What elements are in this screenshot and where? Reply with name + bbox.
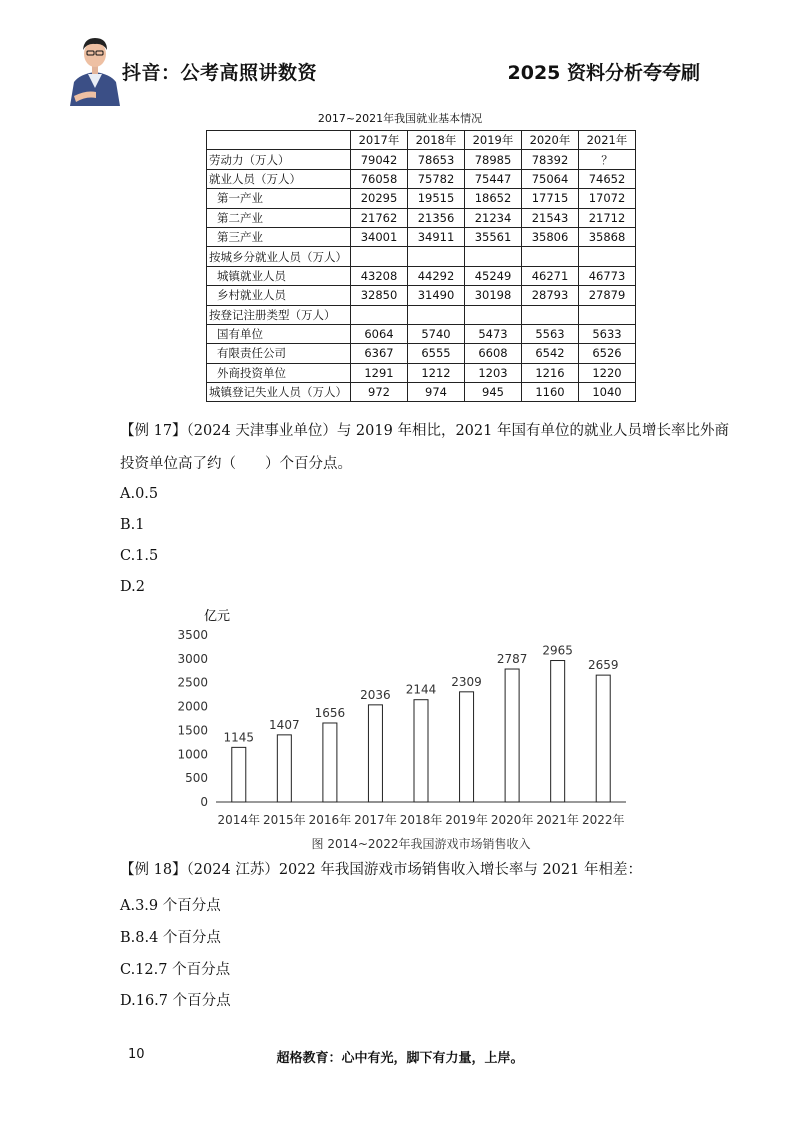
table-cell: 31490 bbox=[408, 286, 465, 305]
table-row bbox=[207, 227, 636, 246]
game-revenue-chart bbox=[170, 600, 650, 860]
chart-y-tick-label: 1000 bbox=[177, 747, 208, 762]
footer-motto: 超格教育：心中有光，脚下有力量，上岸。 bbox=[276, 1051, 524, 1066]
table-cell: 21543 bbox=[522, 208, 579, 227]
chart-bar bbox=[505, 669, 519, 802]
table-cell: 945 bbox=[465, 383, 522, 402]
table-title: 2017~2021年我国就业基本情况 bbox=[317, 112, 483, 125]
chart-y-tick-label: 1500 bbox=[177, 723, 208, 738]
table-row-label: 乡村就业人员 bbox=[207, 286, 351, 305]
table-cell bbox=[408, 305, 465, 324]
chart-bar bbox=[232, 747, 246, 802]
chart-bar bbox=[460, 692, 474, 802]
chart-data-label: 2787 bbox=[496, 652, 528, 667]
table-row bbox=[207, 247, 636, 266]
table-cell: 30198 bbox=[465, 286, 522, 305]
table-cell: 34001 bbox=[351, 227, 408, 246]
table-cell bbox=[579, 305, 636, 324]
q17-stem-line1: 【例 17】（2024 天津事业单位）与 2019 年相比，2021 年国有单位的就业人员增长率比外商 bbox=[120, 423, 729, 439]
header-left-title: 抖音：公考高照讲数资 bbox=[122, 62, 318, 84]
table-cell: 35806 bbox=[522, 227, 579, 246]
table-cell: 44292 bbox=[408, 266, 465, 285]
table-cell: 43208 bbox=[351, 266, 408, 285]
presenter-avatar bbox=[66, 30, 124, 106]
table-header-row bbox=[207, 131, 636, 150]
table-cell: 6542 bbox=[522, 344, 579, 363]
table-cell: 1220 bbox=[579, 363, 636, 382]
table-cell: 78653 bbox=[408, 150, 465, 169]
table-cell: 28793 bbox=[522, 286, 579, 305]
chart-bar bbox=[368, 705, 382, 802]
q17-option-b[interactable]: B.1 bbox=[120, 517, 145, 533]
table-row-label: 按登记注册类型（万人） bbox=[207, 305, 351, 324]
chart-y-tick-label: 2500 bbox=[177, 675, 208, 690]
chart-title: 图 2014~2022年我国游戏市场销售收入 bbox=[311, 837, 531, 851]
chart-bar bbox=[277, 735, 291, 802]
table-row bbox=[207, 324, 636, 343]
chart-data-label: 2144 bbox=[405, 682, 437, 697]
header-right-title: 2025 资料分析夸夸刷 bbox=[507, 62, 700, 84]
chart-x-tick-label: 2022年 bbox=[581, 813, 625, 827]
table-cell: 5473 bbox=[465, 324, 522, 343]
table-row-label: 外商投资单位 bbox=[207, 363, 351, 382]
chart-x-tick-label: 2019年 bbox=[445, 813, 488, 827]
table-cell: 18652 bbox=[465, 189, 522, 208]
table-cell: 75447 bbox=[465, 169, 522, 188]
table-cell: 6526 bbox=[579, 344, 636, 363]
chart-y-tick-label: 500 bbox=[185, 771, 208, 786]
table-row bbox=[207, 383, 636, 402]
table-cell: 46773 bbox=[579, 266, 636, 285]
chart-bar bbox=[596, 675, 610, 802]
table-cell: 19515 bbox=[408, 189, 465, 208]
table-cell: 32850 bbox=[351, 286, 408, 305]
chart-x-tick-label: 2014年 bbox=[217, 813, 261, 827]
table-row bbox=[207, 305, 636, 324]
chart-x-tick-label: 2021年 bbox=[536, 813, 579, 827]
chart-y-tick-label: 0 bbox=[200, 795, 208, 809]
table-cell: 1160 bbox=[522, 383, 579, 402]
table-row-label: 城镇登记失业人员（万人） bbox=[207, 383, 351, 402]
table-col-header: 2019年 bbox=[465, 131, 522, 150]
table-cell: 75064 bbox=[522, 169, 579, 188]
table-cell: 75782 bbox=[408, 169, 465, 188]
table-cell: 46271 bbox=[522, 266, 579, 285]
chart-ylabel: 亿元 bbox=[204, 609, 231, 624]
table-cell bbox=[408, 247, 465, 266]
table-cell bbox=[522, 247, 579, 266]
chart-data-label: 2036 bbox=[360, 687, 391, 702]
table-cell: ？ bbox=[579, 150, 636, 169]
chart-y-tick-label: 3000 bbox=[177, 651, 208, 666]
table-row bbox=[207, 169, 636, 188]
q17-option-c[interactable]: C.1.5 bbox=[120, 548, 159, 564]
table-row-label: 第一产业 bbox=[207, 189, 351, 208]
q18-option-b[interactable]: B.8.4 个百分点 bbox=[120, 930, 221, 946]
table-cell bbox=[465, 305, 522, 324]
table-cell: 972 bbox=[351, 383, 408, 402]
table-cell: 27879 bbox=[579, 286, 636, 305]
table-corner-cell bbox=[207, 131, 351, 150]
q18-option-a[interactable]: A.3.9 个百分点 bbox=[120, 898, 221, 914]
table-cell bbox=[351, 305, 408, 324]
table-cell: 6367 bbox=[351, 344, 408, 363]
q17-option-d[interactable]: D.2 bbox=[120, 579, 145, 595]
page-number: 10 bbox=[128, 1047, 145, 1062]
table-cell: 5633 bbox=[579, 324, 636, 343]
chart-data-label: 1407 bbox=[269, 717, 300, 732]
chart-data-label: 1656 bbox=[314, 705, 346, 720]
table-row-label: 第二产业 bbox=[207, 208, 351, 227]
chart-bar bbox=[414, 700, 428, 802]
chart-x-tick-label: 2020年 bbox=[490, 813, 534, 827]
table-row bbox=[207, 344, 636, 363]
chart-data-label: 2659 bbox=[587, 658, 619, 673]
table-cell: 21762 bbox=[351, 208, 408, 227]
q18-stem: 【例 18】（2024 江苏）2022 年我国游戏市场销售收入增长率与 2021 年相差： bbox=[120, 862, 642, 878]
table-cell: 35561 bbox=[465, 227, 522, 246]
table-row-label: 就业人员（万人） bbox=[207, 169, 351, 188]
table-row bbox=[207, 286, 636, 305]
table-col-header: 2017年 bbox=[351, 131, 408, 150]
chart-bar bbox=[551, 661, 565, 802]
table-cell: 21712 bbox=[579, 208, 636, 227]
chart-x-tick-label: 2018年 bbox=[399, 813, 443, 827]
table-row-label: 城镇就业人员 bbox=[207, 266, 351, 285]
table-cell bbox=[579, 247, 636, 266]
table-cell: 1212 bbox=[408, 363, 465, 382]
chart-x-tick-label: 2015年 bbox=[263, 813, 306, 827]
table-cell: 6064 bbox=[351, 324, 408, 343]
table-cell: 78985 bbox=[465, 150, 522, 169]
table-cell: 1203 bbox=[465, 363, 522, 382]
q17-option-a[interactable]: A.0.5 bbox=[120, 486, 159, 502]
chart-bar bbox=[323, 723, 337, 802]
table-cell bbox=[522, 305, 579, 324]
table-col-header: 2021年 bbox=[579, 131, 636, 150]
table-row bbox=[207, 266, 636, 285]
table-cell: 17715 bbox=[522, 189, 579, 208]
table-col-header: 2020年 bbox=[522, 131, 579, 150]
table-cell: 1216 bbox=[522, 363, 579, 382]
table-cell bbox=[465, 247, 522, 266]
q18-option-d[interactable]: D.16.7 个百分点 bbox=[120, 993, 231, 1009]
table-cell: 78392 bbox=[522, 150, 579, 169]
table-cell: 5563 bbox=[522, 324, 579, 343]
table-cell: 45249 bbox=[465, 266, 522, 285]
table-cell: 79042 bbox=[351, 150, 408, 169]
table-row-label: 第三产业 bbox=[207, 227, 351, 246]
q17-stem-line2: 投资单位高了约（ ）个百分点。 bbox=[120, 456, 352, 472]
table-cell: 74652 bbox=[579, 169, 636, 188]
table-cell: 21234 bbox=[465, 208, 522, 227]
page-header bbox=[0, 0, 800, 110]
table-cell: 1040 bbox=[579, 383, 636, 402]
table-cell: 34911 bbox=[408, 227, 465, 246]
q18-option-c[interactable]: C.12.7 个百分点 bbox=[120, 962, 231, 978]
table-row bbox=[207, 363, 636, 382]
chart-y-tick-label: 2000 bbox=[177, 699, 208, 714]
table-cell: 21356 bbox=[408, 208, 465, 227]
table-row-label: 劳动力（万人） bbox=[207, 150, 351, 169]
table-col-header: 2018年 bbox=[408, 131, 465, 150]
chart-x-tick-label: 2016年 bbox=[308, 813, 352, 827]
table-cell: 1291 bbox=[351, 363, 408, 382]
chart-data-label: 1145 bbox=[223, 730, 255, 745]
table-cell: 5740 bbox=[408, 324, 465, 343]
table-row-label: 按城乡分就业人员（万人） bbox=[207, 247, 351, 266]
table-row-label: 国有单位 bbox=[207, 324, 351, 343]
table-row bbox=[207, 189, 636, 208]
table-cell: 35868 bbox=[579, 227, 636, 246]
chart-data-label: 2309 bbox=[451, 674, 482, 689]
employment-table bbox=[206, 130, 636, 402]
table-cell: 6555 bbox=[408, 344, 465, 363]
table-cell: 20295 bbox=[351, 189, 408, 208]
table-row bbox=[207, 150, 636, 169]
table-cell bbox=[351, 247, 408, 266]
table-cell: 6608 bbox=[465, 344, 522, 363]
chart-y-tick-label: 3500 bbox=[177, 628, 208, 642]
table-row bbox=[207, 208, 636, 227]
chart-data-label: 2965 bbox=[542, 643, 573, 658]
chart-x-tick-label: 2017年 bbox=[354, 813, 397, 827]
table-cell: 76058 bbox=[351, 169, 408, 188]
table-row-label: 有限责任公司 bbox=[207, 344, 351, 363]
table-cell: 17072 bbox=[579, 189, 636, 208]
table-cell: 974 bbox=[408, 383, 465, 402]
